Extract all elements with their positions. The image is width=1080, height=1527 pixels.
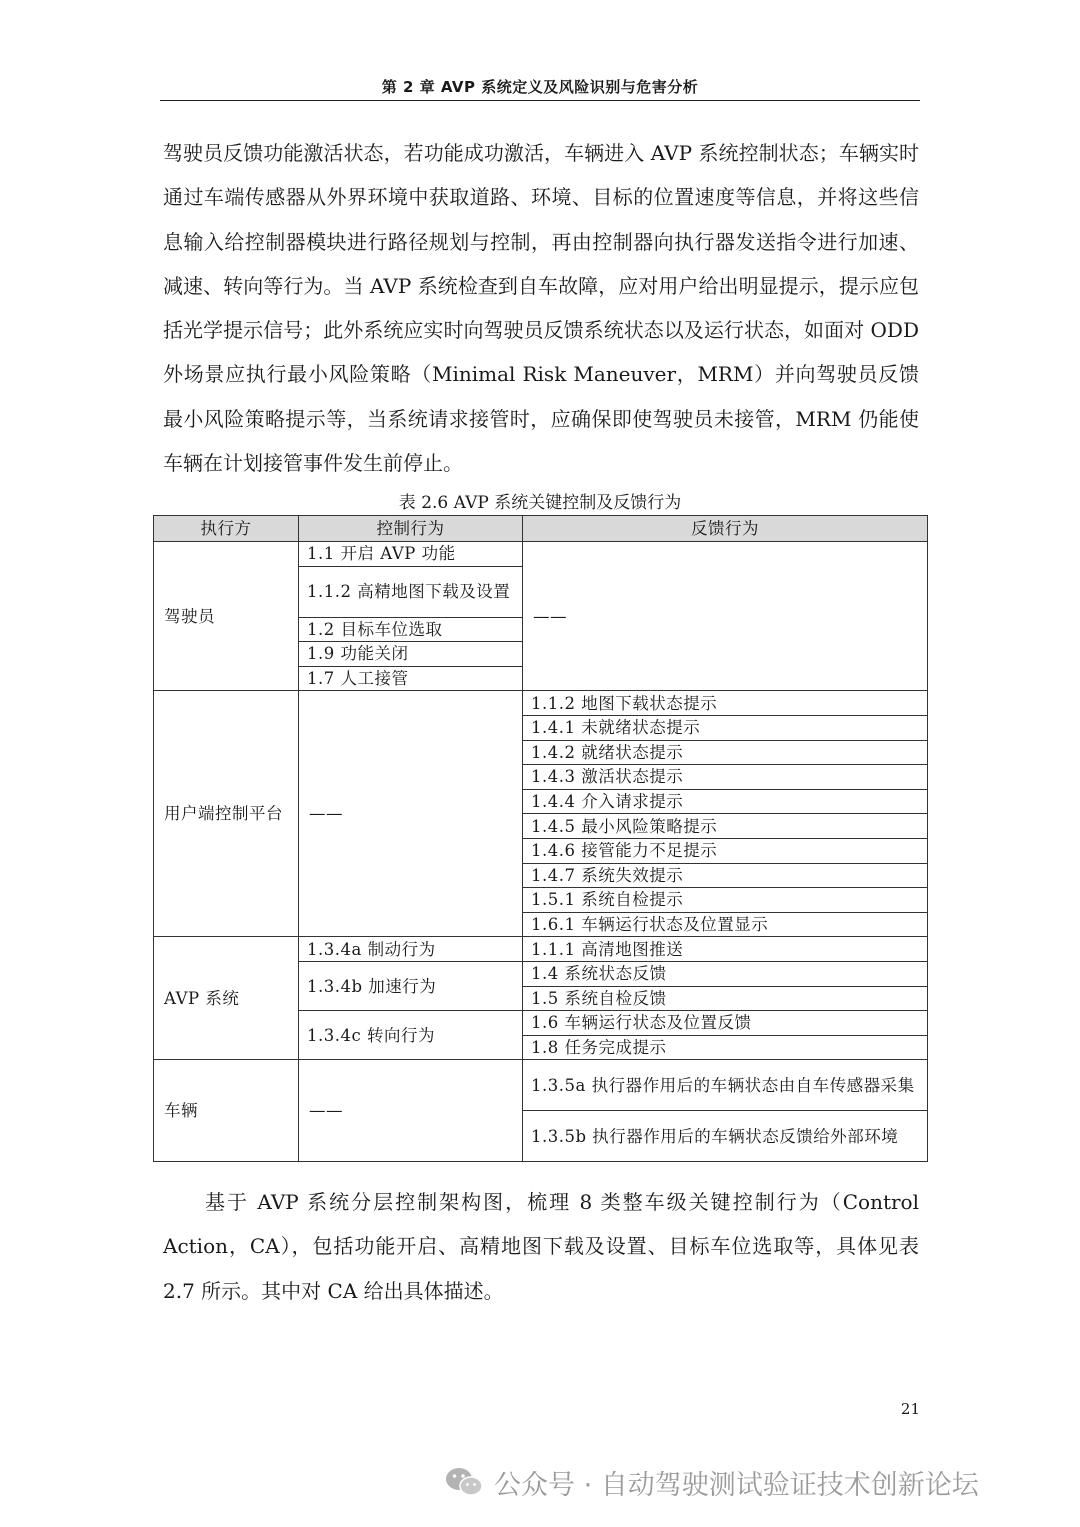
executor-vehicle: 车辆 bbox=[154, 1060, 299, 1162]
header-divider bbox=[160, 100, 920, 101]
control-cell: 1.3.4a 制动行为 bbox=[299, 937, 523, 962]
feedback-cell: 1.4.2 就绪状态提示 bbox=[523, 740, 928, 765]
control-cell: 1.1 开启 AVP 功能 bbox=[299, 542, 523, 567]
control-cell: 1.2 目标车位选取 bbox=[299, 617, 523, 642]
feedback-cell: 1.4.5 最小风险策略提示 bbox=[523, 814, 928, 839]
watermark-text: 公众号 · 自动驾驶测试验证技术创新论坛 bbox=[494, 1469, 979, 1501]
watermark bbox=[444, 1462, 979, 1502]
control-cell: 1.1.2 高精地图下载及设置 bbox=[299, 566, 523, 617]
page-number: 21 bbox=[900, 1400, 920, 1418]
control-cell: 1.9 功能关闭 bbox=[299, 642, 523, 667]
feedback-cell: 1.3.5a 执行器作用后的车辆状态由自车传感器采集 bbox=[523, 1060, 928, 1111]
table-row bbox=[154, 542, 928, 567]
feedback-cell: 1.4.4 介入请求提示 bbox=[523, 789, 928, 814]
feedback-cell: 1.1.2 地图下载状态提示 bbox=[523, 691, 928, 716]
feedback-cell: 1.6 车辆运行状态及位置反馈 bbox=[523, 1011, 928, 1036]
feedback-cell: 1.4.7 系统失效提示 bbox=[523, 863, 928, 888]
control-empty: —— bbox=[299, 1060, 523, 1162]
executor-avp-system: AVP 系统 bbox=[154, 937, 299, 1060]
column-header-feedback: 反馈行为 bbox=[523, 516, 928, 542]
column-header-control: 控制行为 bbox=[299, 516, 523, 542]
column-header-executor: 执行方 bbox=[154, 516, 299, 542]
executor-driver: 驾驶员 bbox=[154, 542, 299, 691]
avp-control-feedback-table bbox=[153, 515, 928, 1162]
body-paragraph-1: 驾驶员反馈功能激活状态，若功能成功激活，车辆进入 AVP 系统控制状态；车辆实时通过车端传感器从外界环境中获取道路、环境、目标的位置速度等信息，并将这些信息输入给控制器模块进行路径规划与控制，再由控制器向执行器发送指令进行加速、减速、转向等行为。当 AVP 系统检查到自车故障，应对用户给出明显提示，提示应包括光学提示信号；此外系统应实时向驾驶员反馈系统状态以及运行状态，如面对 ODD 外场景应执行最小风险策略（Minimal Risk Maneuver，MRM）并向驾驶员反馈最小风险策略提示等，当系统请求接管时，应确保即使驾驶员未接管，MRM 仍能使车辆在计划接管事件发生前停止。 bbox=[163, 141, 919, 476]
page-header: 第 2 章 AVP 系统定义及风险识别与危害分析 bbox=[381, 78, 699, 96]
executor-platform: 用户端控制平台 bbox=[154, 691, 299, 937]
table-row bbox=[154, 691, 928, 716]
table-caption: 表 2.6 AVP 系统关键控制及反馈行为 bbox=[398, 493, 682, 513]
feedback-cell: 1.3.5b 执行器作用后的车辆状态反馈给外部环境 bbox=[523, 1111, 928, 1162]
control-empty: —— bbox=[299, 691, 523, 937]
table-row bbox=[154, 937, 928, 962]
feedback-cell: 1.4 系统状态反馈 bbox=[523, 961, 928, 986]
feedback-cell: 1.4.6 接管能力不足提示 bbox=[523, 838, 928, 863]
feedback-cell: 1.1.1 高清地图推送 bbox=[523, 937, 928, 962]
body-paragraph-2: 基于 AVP 系统分层控制架构图，梳理 8 类整车级关键控制行为（Control Action，CA），包括功能开启、高精地图下载及设置、目标车位选取等，具体见表 2.7 所示。其中对 CA 给出具体描述。 bbox=[163, 1190, 919, 1303]
wechat-icon bbox=[444, 1465, 484, 1499]
feedback-cell: 1.8 任务完成提示 bbox=[523, 1035, 928, 1060]
feedback-cell: 1.6.1 车辆运行状态及位置显示 bbox=[523, 912, 928, 937]
table-row bbox=[154, 1060, 928, 1111]
feedback-cell: 1.4.1 未就绪状态提示 bbox=[523, 715, 928, 740]
feedback-cell: 1.5.1 系统自检提示 bbox=[523, 888, 928, 913]
control-cell: 1.7 人工接管 bbox=[299, 666, 523, 691]
feedback-empty: —— bbox=[523, 542, 928, 691]
control-cell: 1.3.4c 转向行为 bbox=[299, 1011, 523, 1060]
feedback-cell: 1.4.3 激活状态提示 bbox=[523, 765, 928, 790]
control-cell: 1.3.4b 加速行为 bbox=[299, 961, 523, 1010]
feedback-cell: 1.5 系统自检反馈 bbox=[523, 986, 928, 1011]
